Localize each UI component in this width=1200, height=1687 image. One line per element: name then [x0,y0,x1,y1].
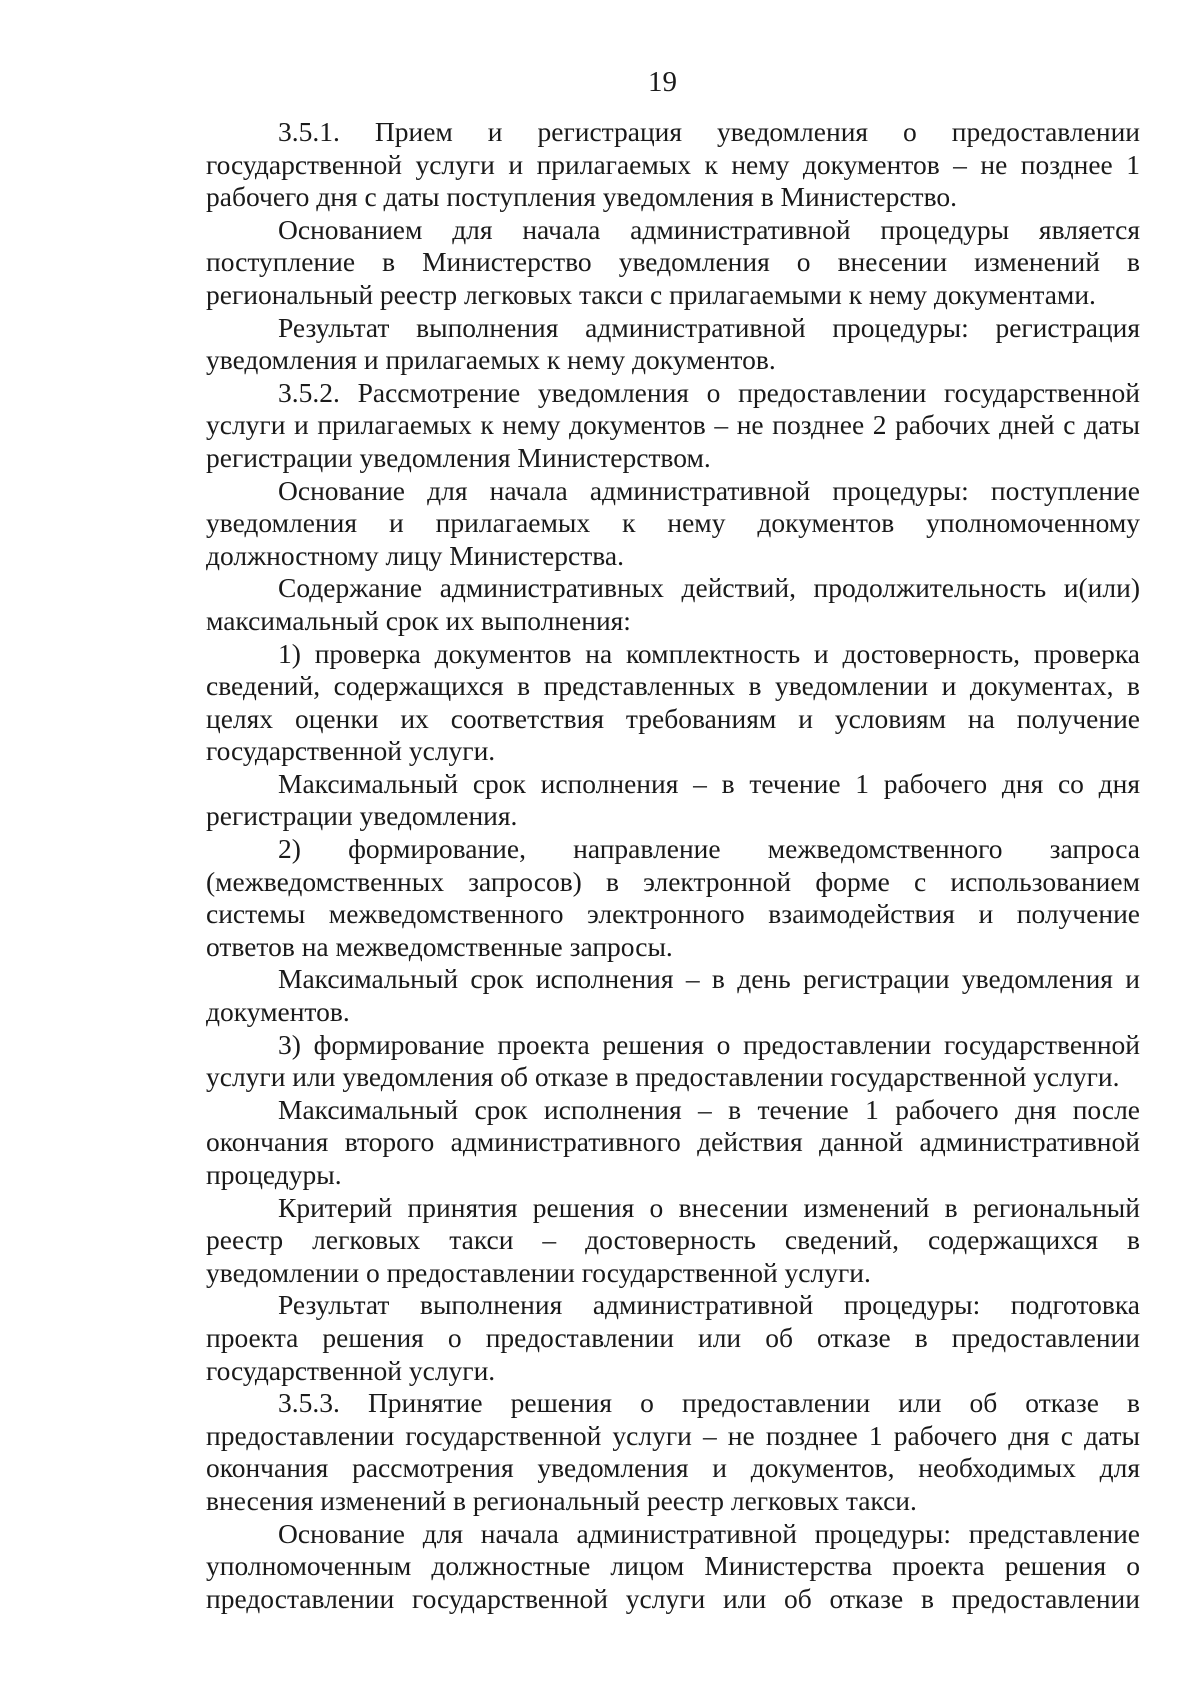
page-number: 19 [648,66,677,98]
paragraph-result-2: Результат выполнения административной процедуры: подготовка проекта решения о предоставлении или об отказе в предоставлении государственной услуги. [206,1289,1140,1386]
paragraph-result-1: Результат выполнения административной процедуры: регистрация уведомления и прилагаемых к нему документов. [206,311,1140,376]
paragraph-deadline-3: Максимальный срок исполнения – в течение 1 рабочего дня после окончания второго административного действия данной административной процедуры. [206,1093,1140,1190]
paragraph-criterion: Критерий принятия решения о внесении изменений в региональный реестр легковых такси – достоверность сведений, содержащихся в уведомлении о предоставлении государственной услуги. [206,1191,1140,1288]
paragraph-actions-content: Содержание административных действий, продолжительность и(или) максимальный срок их выполнения: [206,572,1140,636]
paragraph-deadline-2: Максимальный срок исполнения – в день регистрации уведомления и документов. [206,963,1140,1028]
paragraph-basis-1: Основанием для начала административной процедуры является поступление в Министерство уведомления о внесении изменений в региональный реестр легковых такси с прилагаемыми к нему документами. [206,213,1140,310]
document-body [206,116,1140,1615]
paragraph-basis-2: Основание для начала административной процедуры: поступление уведомления и прилагаемых к нему документов уполномоченному должностному лицу Министерства. [206,474,1140,571]
paragraph-item-2: 2) формирование, направление межведомственного запроса (межведомственных запросов) в электронной форме с использованием системы межведомственного электронного взаимодействия и получение ответов на межведомственные запросы. [206,833,1140,962]
paragraph-item-1: 1) проверка документов на комплектность и достоверность, проверка сведений, содержащихся в представленных в уведомлении и документах, в целях оценки их соответствия требованиям и условиям на получение государственной услуги. [206,637,1140,767]
paragraph-3-5-1: 3.5.1. Прием и регистрация уведомления о предоставлении государственной услуги и прилагаемых к нему документов – не позднее 1 рабочего дня с даты поступления уведомления в Министерство. [206,116,1140,213]
paragraph-3-5-2: 3.5.2. Рассмотрение уведомления о предоставлении государственной услуги и прилагаемых к нему документов – не позднее 2 рабочих дней с даты регистрации уведомления Министерством. [206,376,1140,473]
paragraph-item-3: 3) формирование проекта решения о предоставлении государственной услуги или уведомления об отказе в предоставлении государственной услуги. [206,1028,1140,1093]
paragraph-basis-3: Основание для начала административной процедуры: представление уполномоченным должностные лицом Министерства проекта решения о предоставлении государственной услуги или об отказе в предоставлении [206,1517,1140,1614]
paragraph-deadline-1: Максимальный срок исполнения – в течение 1 рабочего дня со дня регистрации уведомления. [206,767,1140,832]
paragraph-3-5-3: 3.5.3. Принятие решения о предоставлении или об отказе в предоставлении государственной услуги – не позднее 1 рабочего дня с даты окончания рассмотрения уведомления и документов, необходимых для внесения изменений в региональный реестр легковых такси. [206,1387,1140,1516]
